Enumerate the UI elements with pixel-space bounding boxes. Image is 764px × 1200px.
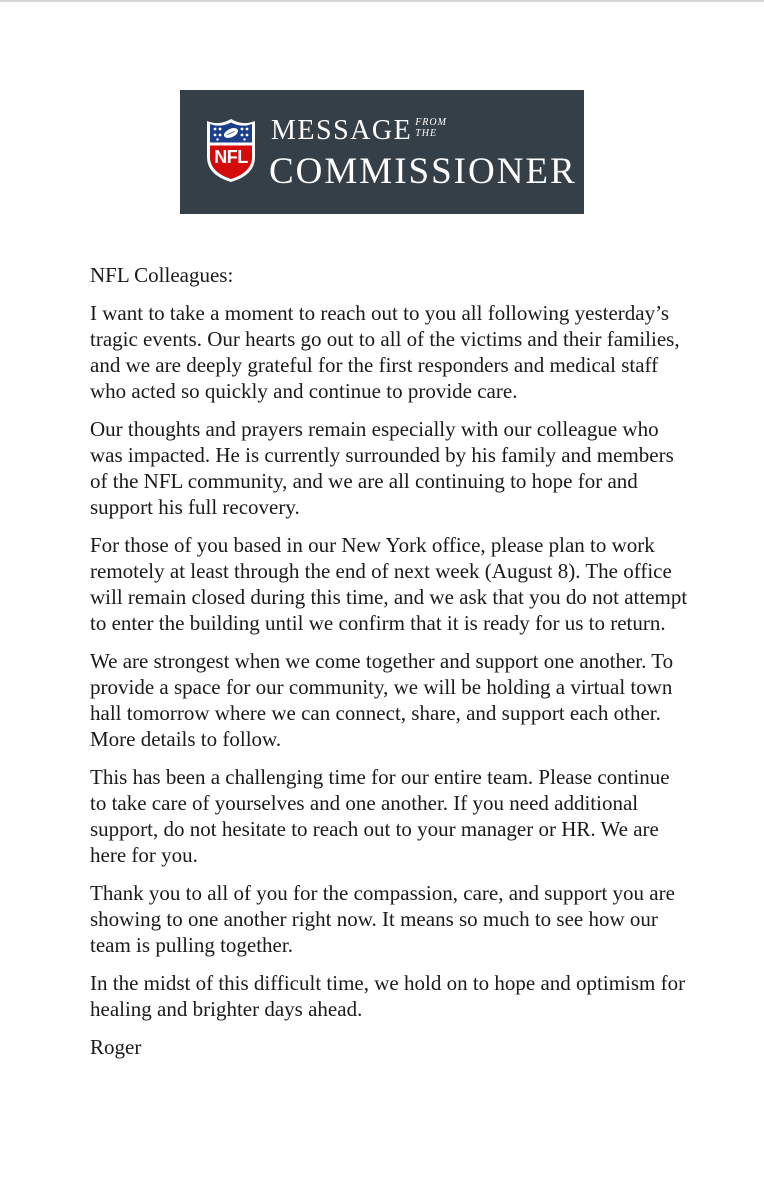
letter-paragraph: Thank you to all of you for the compassion, care, and support you are showing to one another right now. It means so much to see how our team is pulling together. xyxy=(90,881,675,957)
top-divider xyxy=(0,0,764,2)
letter-paragraph: This has been a challenging time for our entire team. Please continue to take care of yourselves and one another. If you need additional support, do not hesitate to reach out to your manager or HR. We are here for you. xyxy=(90,765,670,867)
banner-title-line1 xyxy=(271,115,447,147)
letter-paragraph: Our thoughts and prayers remain especially with our colleague who was impacted. He is currently surrounded by his family and members of the NFL community, and we are all continuing to hope for and support his full recovery. xyxy=(90,417,674,519)
nfl-logo-text: NFL xyxy=(214,147,248,167)
from-text: FROM xyxy=(415,117,447,128)
banner-commissioner-text: COMMISSIONER xyxy=(269,151,577,192)
letter-paragraph: We are strongest when we come together and support one another. To provide a space for our community, we will be holding a virtual town hall tomorrow where we can connect, share, and support each other. More details to follow. xyxy=(90,649,674,751)
letter-paragraph: I want to take a moment to reach out to you all following yesterday’s tragic events. Our hearts go out to all of the victims and their families, and we are deeply grateful for the first responders and medical staff who acted so quickly and continue to provide care. xyxy=(90,301,680,403)
commissioner-banner xyxy=(180,90,584,214)
letter-paragraph: For those of you based in our New York office, please plan to work remotely at least through the end of next week (August 8). The office will remain closed during this time, and we ask that you do not attempt to enter the building until we confirm that it is ready for us to return. xyxy=(90,533,688,635)
letter-greeting: NFL Colleagues: xyxy=(90,263,234,287)
letter-paragraph: In the midst of this difficult time, we hold on to hope and optimism for healing and brighter days ahead. xyxy=(90,971,686,1021)
letter-body xyxy=(90,262,690,1072)
the-text: THE xyxy=(415,128,438,139)
nfl-shield-logo xyxy=(204,117,258,183)
banner-from-the xyxy=(415,117,447,139)
banner-message-text: MESSAGE xyxy=(271,115,413,146)
letter-signature: Roger xyxy=(90,1035,142,1059)
